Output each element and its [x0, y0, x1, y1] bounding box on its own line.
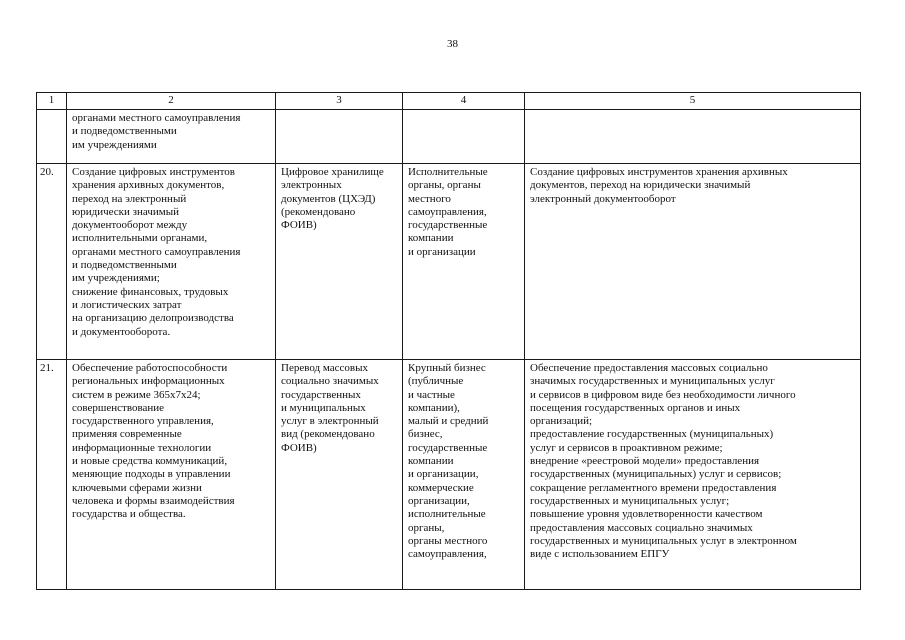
consumers-cell	[403, 110, 525, 164]
page-number: 38	[447, 38, 458, 50]
consumers-cell: Исполнительные органы, органы местного самоуправления, государственные компании и организации	[403, 164, 525, 360]
table-row	[37, 164, 861, 360]
row-number-cell	[37, 110, 67, 164]
goal-cell: Обеспечение работоспособности региональных информационных систем в режиме 365х7х24; совершенствование государственного управления, применяя современные информационные технологии и новые средства коммуникаций, меняющие подходы в управлении ключевыми сферами жизни человека и формы взаимодействия государства и общества.	[67, 360, 276, 590]
column-header-5: 5	[525, 93, 861, 110]
goal-cell: Создание цифровых инструментов хранения архивных документов, переход на электронный юридически значимый документооборот между исполнительными органами, органами местного самоуправления и подведомственными им учреждениями; снижение финансовых, трудовых и логистических затрат на организацию делопроизводства и документооборота.	[67, 164, 276, 360]
row-number-cell: 20.	[37, 164, 67, 360]
effect-cell	[525, 110, 861, 164]
table-header-row	[37, 93, 861, 110]
column-header-1: 1	[37, 93, 67, 110]
consumers-cell: Крупный бизнес (публичные и частные компании), малый и средний бизнес, государственные компании и организации, коммерческие организации, исполнительные органы, органы местного самоуправления,	[403, 360, 525, 590]
table-row	[37, 360, 861, 590]
document-table	[36, 92, 861, 590]
row-number-cell: 21.	[37, 360, 67, 590]
project-cell	[276, 110, 403, 164]
project-cell: Цифровое хранилище электронных документов (ЦХЭД) (рекомендовано ФОИВ)	[276, 164, 403, 360]
effect-cell: Обеспечение предоставления массовых социально значимых государственных и муниципальных услуг и сервисов в цифровом виде без необходимости личного посещения государственных органов и иных организаций; предоставление государственных (муниципальных) услуг и сервисов в проактивном режиме; внедрение «реестровой модели» предоставления государственных (муниципальных) услуг и сервисов; сокращение регламентного времени предоставления государственных и муниципальных услуг; повышение уровня удовлетворенности качеством предоставления массовых социально значимых государственных и муниципальных услуг в электронном виде с использованием ЕПГУ	[525, 360, 861, 590]
table-row-continuation	[37, 110, 861, 164]
column-header-3: 3	[276, 93, 403, 110]
project-cell: Перевод массовых социально значимых государственных и муниципальных услуг в электронный вид (рекомендовано ФОИВ)	[276, 360, 403, 590]
goal-cell: органами местного самоуправления и подведомственными им учреждениями	[67, 110, 276, 164]
effect-cell: Создание цифровых инструментов хранения архивных документов, переход на юридически значимый электронный документооборот	[525, 164, 861, 360]
column-header-4: 4	[403, 93, 525, 110]
column-header-2: 2	[67, 93, 276, 110]
